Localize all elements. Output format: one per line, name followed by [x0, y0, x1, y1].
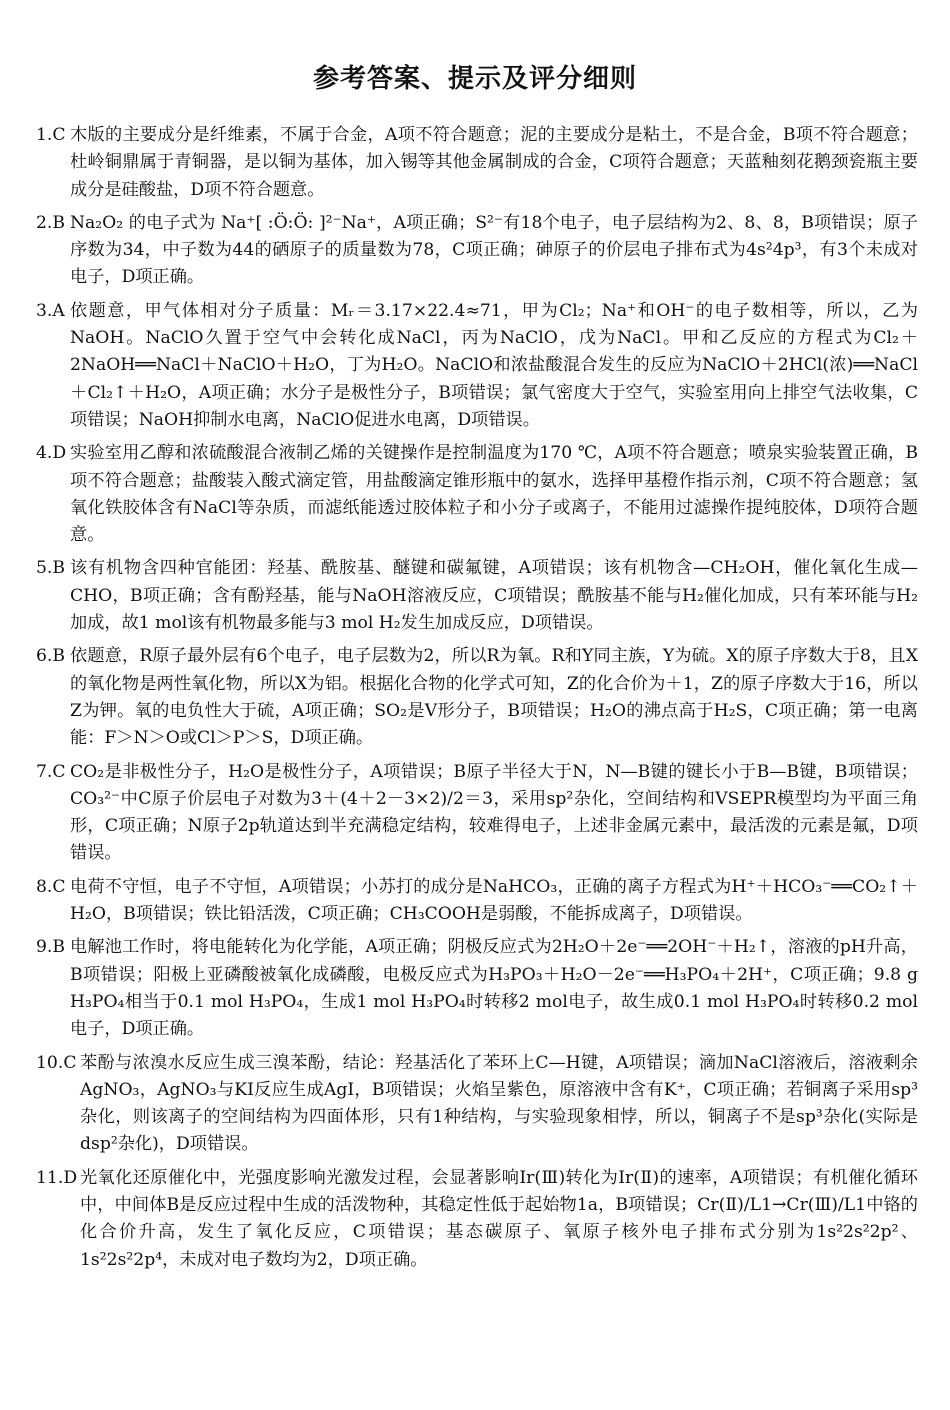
answer-item-8 — [36, 874, 918, 929]
item-explanation: CO₂是非极性分子，H₂O是极性分子，A项错误；B原子半径大于N，N—B键的键长小于B—B键，B项错误；CO₃²⁻中C原子价层电子对数为3＋(4＋2－3×2)/2＝3，采用sp²杂化，空间结构和VSEPR模型均为平面三角形，C项正确；N原子2p轨道达到半充满稳定结构，较难得电子，上述非金属元素中，最活泼的元素是氟，D项错误。 — [70, 761, 918, 864]
page-title: 参考答案、提示及评分细则 — [312, 64, 637, 94]
answer-item-9 — [36, 934, 918, 1043]
item-number: 11. — [36, 1167, 64, 1188]
item-answer: D — [63, 1167, 78, 1188]
answer-item-7 — [36, 759, 918, 868]
item-number: 10. — [36, 1052, 64, 1073]
item-answer: B — [52, 212, 66, 233]
item-answer: D — [52, 443, 67, 464]
item-number: 5. — [36, 558, 53, 579]
item-number: 3. — [36, 300, 53, 321]
item-answer: C — [52, 125, 66, 145]
answer-item-6 — [36, 643, 918, 752]
answer-item-11 — [36, 1165, 918, 1274]
item-answer: A — [52, 300, 65, 321]
item-explanation: 依题意，甲气体相对分子质量：Mᵣ＝3.17×22.4≈71，甲为Cl₂；Na⁺和OH⁻的电子数相等，所以，乙为NaOH。NaClO久置于空气中会转化成NaCl，丙为NaClO，戊为NaCl。甲和乙反应的方程式为Cl₂＋2NaOH══NaCl＋NaClO＋H₂O，丁为H₂O。NaClO和浓盐酸混合发生的反应为NaClO＋2HCl(浓)══NaCl＋Cl₂↑＋H₂O，A项正确；水分子是极性分子，B项错误；氯气密度大于空气，实验室用向上排空气法收集，C项错误；NaOH抑制水电离，NaClO促进水电离，D项错误。 — [70, 300, 918, 430]
answer-list — [36, 122, 918, 1280]
answer-item-1 — [36, 122, 918, 204]
item-answer: C — [63, 1052, 77, 1073]
item-explanation: 实验室用乙醇和浓硫酸混合液制乙烯的关键操作是控制温度为170 ℃，A项不符合题意；喷泉实验装置正确，B项不符合题意；盐酸装入酸式滴定管，用盐酸滴定锥形瓶中的氨水，选择甲基橙作指示剂，C项不符合题意；氢氧化铁胶体含有NaCl等杂质，而滤纸能透过胶体粒子和小分子或离子，不能用过滤操作提纯胶体，D项符合题意。 — [70, 443, 918, 546]
answer-item-5 — [36, 555, 918, 637]
answer-item-2 — [36, 210, 918, 292]
item-number: 9. — [36, 937, 53, 958]
item-number: 1. — [36, 125, 53, 145]
item-answer: B — [52, 558, 66, 579]
item-number: 2. — [36, 212, 53, 233]
answer-item-3 — [36, 298, 918, 434]
item-explanation: 电荷不守恒，电子不守恒，A项错误；小苏打的成分是NaHCO₃，正确的离子方程式为H⁺＋HCO₃⁻══CO₂↑＋H₂O，B项错误；铁比铅活泼，C项正确；CH₃COOH是弱酸，不能拆成离子，D项错误。 — [70, 876, 918, 925]
item-explanation: 光氧化还原催化中，光强度影响光激发过程，会显著影响Ir(Ⅲ)转化为Ir(Ⅱ)的速率，A项错误；有机催化循环中，中间体B是反应过程中生成的活泼物种，其稳定性低于起始物1a，B项错误；Cr(Ⅱ)/L1→Cr(Ⅲ)/L1中铬的化合价升高，发生了氧化反应，C项错误；基态碳原子、氧原子核外电子排布式分别为1s²2s²2p²、1s²2s²2p⁴，未成对电子数均为2，D项正确。 — [80, 1167, 918, 1270]
item-number: 7. — [36, 761, 53, 782]
item-answer: C — [52, 761, 66, 782]
answer-item-4 — [36, 440, 918, 549]
item-explanation: 该有机物含四种官能团：羟基、酰胺基、醚键和碳氟键，A项错误；该有机物含—CH₂OH，催化氧化生成—CHO，B项正确；含有酚羟基，能与NaOH溶液反应，C项错误；酰胺基不能与H₂催化加成，只有苯环能与H₂加成，故1 mol该有机物最多能与3 mol H₂发生加成反应，D项错误。 — [70, 558, 918, 634]
item-answer: B — [52, 646, 66, 667]
item-number: 4. — [36, 443, 53, 464]
item-answer: B — [52, 937, 66, 958]
answer-item-10 — [36, 1050, 918, 1159]
item-explanation: Na₂O₂ 的电子式为 Na⁺[ :Ö:Ö: ]²⁻Na⁺，A项正确；S²⁻有18个电子，电子层结构为2、8、8，B项错误；原子序数为34，中子数为44的硒原子的质量数为78，C项正确；砷原子的价层电子排布式为4s²4p³，有3个未成对电子，D项正确。 — [70, 212, 918, 288]
item-number: 8. — [36, 876, 53, 897]
item-explanation: 依题意，R原子最外层有6个电子，电子层数为2，所以R为氧。R和Y同主族，Y为硫。X的原子序数大于8，且X的氧化物是两性氧化物，所以X为铝。根据化合物的化学式可知，Z的化合价为＋1，Z的原子序数大于16，所以Z为钾。氧的电负性大于硫，A项正确；SO₂是V形分子，B项错误；H₂O的沸点高于H₂S，C项正确；第一电离能：F＞N＞O或Cl＞P＞S，D项正确。 — [70, 646, 918, 749]
item-explanation: 木版的主要成分是纤维素，不属于合金，A项不符合题意；泥的主要成分是粘土，不是合金，B项不符合题意；杜岭铜鼎属于青铜器，是以铜为基体，加入锡等其他金属制成的合金，C项符合题意；天蓝釉刻花鹅颈瓷瓶主要成分是硅酸盐，D项不符合题意。 — [70, 125, 918, 200]
item-answer: C — [52, 876, 66, 897]
item-explanation: 电解池工作时，将电能转化为化学能，A项正确；阴极反应式为2H₂O＋2e⁻══2OH⁻＋H₂↑，溶液的pH升高，B项错误；阳极上亚磷酸被氧化成磷酸，电极反应式为H₃PO₃＋H₂O－2e⁻══H₃PO₄＋2H⁺，C项正确；9.8 g H₃PO₄相当于0.1 mol H₃PO₄，生成1 mol H₃PO₄时转移2 mol电子，故生成0.1 mol H₃PO₄时转移0.2 mol电子，D项正确。 — [70, 937, 918, 1040]
item-number: 6. — [36, 646, 53, 667]
item-explanation: 苯酚与浓溴水反应生成三溴苯酚，结论：羟基活化了苯环上C—H键，A项错误；滴加NaCl溶液后，溶液剩余AgNO₃，AgNO₃与KI反应生成AgI，B项错误；火焰呈紫色，原溶液中含有K⁺，C项正确；若铜离子采用sp³杂化，则该离子的空间结构为四面体形，只有1种结构，与实验现象相悖，所以，铜离子不是sp³杂化(实际是dsp²杂化)，D项错误。 — [80, 1052, 918, 1155]
